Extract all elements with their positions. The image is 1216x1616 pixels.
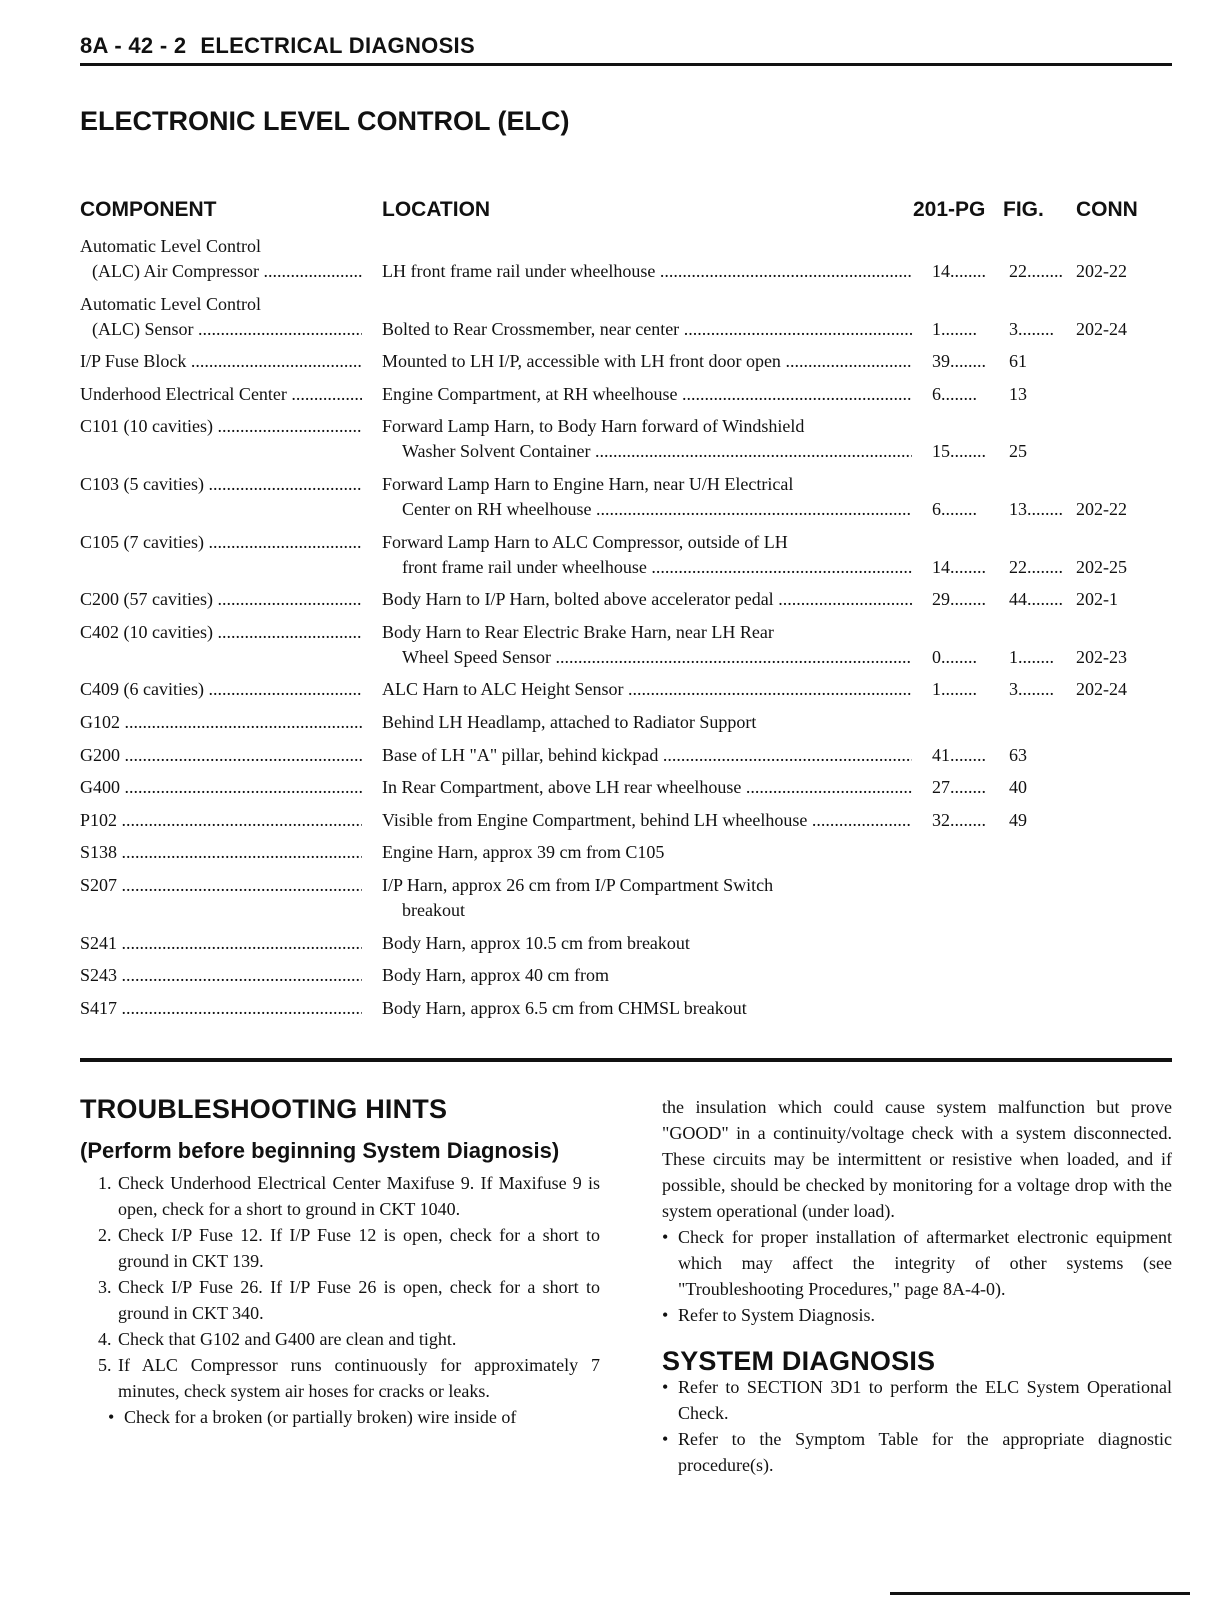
location-text: LH front frame rail under wheelhouse ..... [382,259,912,284]
page-value: 39 ........ [932,349,1004,374]
component-name: G102 ..... [80,710,362,735]
component-name: C101 (10 cavities) ..... [80,414,362,439]
location-text: Forward Lamp Harn to ALC Compressor, outside of LH [382,531,788,552]
location-text: In Rear Compartment, above LH rear wheelhouse ..... [382,775,912,800]
table-row [80,472,1172,497]
figure-value: 22 ........ [1009,555,1067,580]
component-name: S207 ..... [80,873,362,898]
page-value: 14 ........ [932,259,1004,284]
component-name: S241 ..... [80,931,362,956]
header-figure: FIG. [1003,198,1044,221]
list-item: • Check for a broken (or partially broken) wire inside of [120,1404,600,1430]
component-name-cont: (ALC) Air Compressor ..... [92,259,362,284]
list-item: • Refer to SECTION 3D1 to perform the ELC System Operational Check. [674,1374,1172,1426]
list-item: • Refer to the Symptom Table for the appropriate diagnostic procedure(s). [674,1426,1172,1478]
component-name: C105 (7 cavities) ..... [80,530,362,555]
location-text: Engine Compartment, at RH wheelhouse ..... [382,382,912,407]
component-name: G400 ..... [80,775,362,800]
table-row-continuation [80,645,1172,670]
troubleshooting-bullets [662,1224,1172,1328]
page-value: 6 ........ [932,497,1004,522]
system-diagnosis-bullets [662,1374,1172,1478]
table-row [80,234,1172,259]
table-row [80,873,1172,898]
figure-value: 49 [1009,809,1027,830]
wire-check-continuation: the insulation which could cause system malfunction but prove "GOOD" in a continuity/voltage check with a system disconnected. These circuits may be intermittent or resistive when loaded, and if possible, should be checked by monitoring for a voltage drop with the system operational (under load). [662,1097,1172,1221]
header-page: 201-PG [913,198,986,221]
table-row [80,530,1172,555]
location-text-cont: Wheel Speed Sensor ..... [402,645,912,670]
figure-value: 3 ........ [1009,677,1067,702]
troubleshooting-bullet-start [80,1404,600,1430]
figure-value: 61 [1009,351,1027,372]
connector-value: 202-1 [1076,589,1118,610]
location-text: Forward Lamp Harn, to Body Harn forward of Windshield [382,416,805,437]
header-location: LOCATION [382,198,491,221]
table-row [80,775,1172,800]
figure-value: 44 ........ [1009,587,1067,612]
right-column [662,1094,1172,1478]
location-text: Body Harn, approx 40 cm from [382,965,609,986]
header-component: COMPONENT [80,198,217,221]
list-item: 3. Check I/P Fuse 26. If I/P Fuse 26 is open, check for a short to ground in CKT 340. [116,1274,600,1326]
component-name: S243 ..... [80,963,362,988]
figure-value: 13 ........ [1009,497,1067,522]
component-name: P102 ..... [80,808,362,833]
table-row [80,677,1172,702]
component-name: C200 (57 cavities) ..... [80,587,362,612]
component-table [80,234,1172,1021]
table-row [80,840,1172,865]
table-row [80,587,1172,612]
table-row [80,963,1172,988]
component-name: G200 ..... [80,743,362,768]
page-value: 0 ........ [932,645,1004,670]
table-row-continuation [80,898,1172,923]
figure-value: 40 [1009,777,1027,798]
page-header [80,33,1172,66]
list-item: 2. Check I/P Fuse 12. If I/P Fuse 12 is open, check for a short to ground in CKT 139. [116,1222,600,1274]
page-value: 29 ........ [932,587,1004,612]
figure-value: 63 [1009,744,1027,765]
connector-value: 202-24 [1076,318,1127,339]
location-text-cont: Center on RH wheelhouse ..... [402,497,912,522]
page-value: 1 ........ [932,317,1004,342]
figure-value: 3 ........ [1009,317,1067,342]
page-value: 41 ........ [932,743,1004,768]
list-item: 5. If ALC Compressor runs continuously for approximately 7 minutes, check system air hoses for cracks or leaks. [116,1352,600,1404]
component-name: Automatic Level Control [80,293,261,314]
list-item: • Check for proper installation of aftermarket electronic equipment which may affect the integrity of other systems (see "Troubleshooting Procedures," page 8A-4-0). [674,1224,1172,1302]
page-title: ELECTRONIC LEVEL CONTROL (ELC) [80,106,570,136]
table-header [80,198,1172,228]
footer-rule [890,1592,1190,1595]
system-diagnosis-title: SYSTEM DIAGNOSIS [662,1346,936,1376]
page-value: 6 ........ [932,382,1004,407]
table-row [80,620,1172,645]
location-text: Bolted to Rear Crossmember, near center ..... [382,317,912,342]
table-row [80,349,1172,374]
table-row [80,292,1172,317]
table-row [80,931,1172,956]
page-number: 8A - 42 - 2 [80,33,187,58]
table-row-continuation [80,317,1172,342]
location-text: Body Harn to Rear Electric Brake Harn, near LH Rear [382,621,774,642]
location-text: Engine Harn, approx 39 cm from C105 [382,842,665,863]
page-value: 32 ........ [932,808,1004,833]
page-value: 27 ........ [932,775,1004,800]
page-value: 1 ........ [932,677,1004,702]
component-name: S138 ..... [80,840,362,865]
location-text: Base of LH "A" pillar, behind kickpad ..... [382,743,912,768]
component-name: I/P Fuse Block ..... [80,349,362,374]
location-text: Behind LH Headlamp, attached to Radiator Support [382,711,757,732]
component-name: S417 ..... [80,996,362,1021]
location-text: ALC Harn to ALC Height Sensor ..... [382,677,912,702]
location-text: Body Harn, approx 10.5 cm from breakout [382,932,690,953]
component-name: Underhood Electrical Center ..... [80,382,362,407]
connector-value: 202-25 [1076,556,1127,577]
location-text: Body Harn, approx 6.5 cm from CHMSL breakout [382,997,747,1018]
component-name: C409 (6 cavities) ..... [80,677,362,702]
list-item: 1. Check Underhood Electrical Center Maxifuse 9. If Maxifuse 9 is open, check for a short to ground in CKT 1040. [116,1170,600,1222]
connector-value: 202-24 [1076,679,1127,700]
table-row [80,414,1172,439]
troubleshooting-subtitle: (Perform before beginning System Diagnosis) [80,1138,560,1163]
component-name-cont: (ALC) Sensor ..... [92,317,362,342]
component-name: C402 (10 cavities) ..... [80,620,362,645]
table-row-continuation [80,497,1172,522]
connector-value: 202-22 [1076,498,1127,519]
location-text: I/P Harn, approx 26 cm from I/P Compartment Switch [382,874,774,895]
table-row-continuation [80,439,1172,464]
table-row [80,996,1172,1021]
location-text: Body Harn to I/P Harn, bolted above accelerator pedal ..... [382,587,912,612]
troubleshooting-column [80,1096,600,1430]
table-row-continuation [80,555,1172,580]
list-item: • Refer to System Diagnosis. [674,1302,1172,1328]
table-divider [80,1058,1172,1062]
location-text-cont: Washer Solvent Container ..... [402,439,912,464]
component-name: Automatic Level Control [80,236,261,256]
section-name: ELECTRICAL DIAGNOSIS [200,33,475,58]
page-value: 15 ........ [932,439,1004,464]
table-row [80,382,1172,407]
troubleshooting-title: TROUBLESHOOTING HINTS [80,1094,448,1124]
location-text: Visible from Engine Compartment, behind LH wheelhouse ..... [382,808,912,833]
figure-value: 13 [1009,383,1027,404]
page-value: 14 ........ [932,555,1004,580]
table-row [80,710,1172,735]
table-row [80,743,1172,768]
location-text: Mounted to LH I/P, accessible with LH front door open ..... [382,349,912,374]
figure-value: 1 ........ [1009,645,1067,670]
troubleshooting-steps [80,1170,600,1404]
location-text-cont: front frame rail under wheelhouse ..... [402,555,912,580]
figure-value: 22 ........ [1009,259,1067,284]
table-row [80,808,1172,833]
component-name: C103 (5 cavities) ..... [80,472,362,497]
location-text-cont: breakout [402,899,465,920]
location-text: Forward Lamp Harn to Engine Harn, near U/H Electrical [382,473,794,494]
table-row-continuation [80,259,1172,284]
figure-value: 25 [1009,441,1027,462]
connector-value: 202-23 [1076,646,1127,667]
header-connector: CONN [1076,198,1138,221]
list-item: 4. Check that G102 and G400 are clean and tight. [116,1326,600,1352]
connector-value: 202-22 [1076,261,1127,281]
